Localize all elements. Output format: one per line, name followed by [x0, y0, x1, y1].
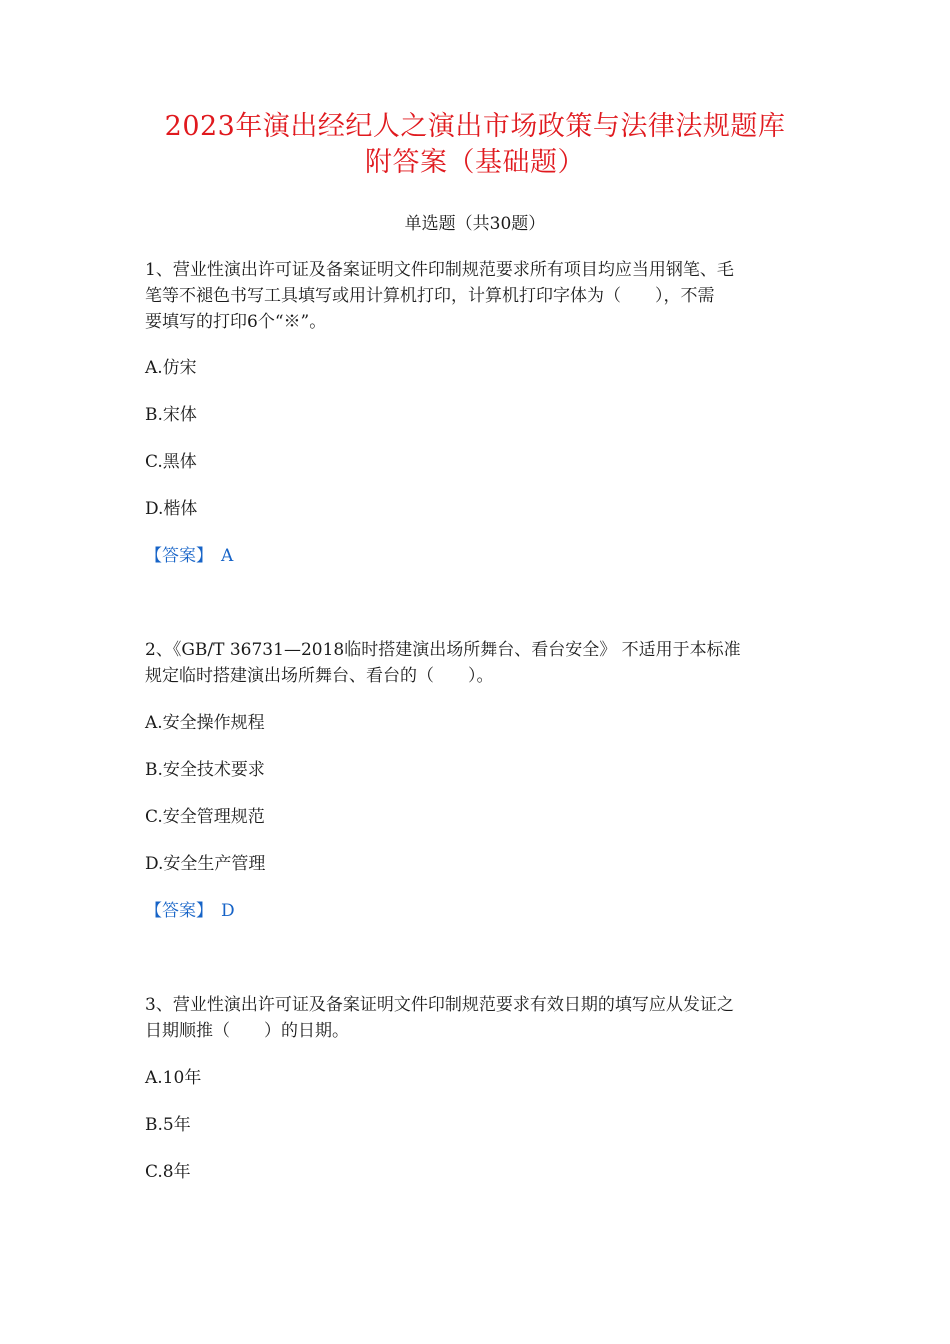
question-3-text-line-2: 日期顺推（ ）的日期。 — [145, 1021, 349, 1041]
question-1-option-c: C.黑体 — [145, 452, 197, 472]
section-heading: 单选题（共30题） — [404, 214, 546, 234]
document-title-line-1: 2023年演出经纪人之演出市场政策与法律法规题库 — [164, 111, 786, 142]
question-2-option-b: B.安全技术要求 — [145, 760, 265, 780]
question-1-answer — [145, 544, 233, 568]
question-2-option-c: C.安全管理规范 — [145, 807, 265, 827]
question-3-option-b: B.5年 — [145, 1115, 191, 1135]
question-1-text-line-1: 1、营业性演出许可证及备案证明文件印制规范要求所有项目均应当用钢笔、毛 — [145, 260, 734, 280]
question-2-option-a: A.安全操作规程 — [145, 713, 265, 733]
question-2-text-line-2: 规定临时搭建演出场所舞台、看台的（ ）。 — [145, 666, 494, 686]
question-1-text-line-2: 笔等不褪色书写工具填写或用计算机打印，计算机打印字体为（ ），不需 — [145, 286, 715, 306]
question-1-option-b: B.宋体 — [145, 405, 197, 425]
question-1-option-d: D.楷体 — [145, 499, 198, 519]
question-1-option-a: A.仿宋 — [145, 358, 197, 378]
question-2-option-d: D.安全生产管理 — [145, 854, 266, 874]
document-title-line-2: 附答案（基础题） — [365, 147, 585, 178]
question-1-text-line-3: 要填写的打印6个“※”。 — [145, 312, 327, 332]
answer-value: D — [221, 901, 235, 921]
answer-tag: 【答案】 — [145, 901, 213, 921]
question-2-answer — [145, 899, 235, 923]
question-3-option-c: C.8年 — [145, 1162, 191, 1182]
question-3-text-line-1: 3、营业性演出许可证及备案证明文件印制规范要求有效日期的填写应从发证之 — [145, 995, 734, 1015]
answer-value: A — [221, 546, 234, 566]
answer-tag: 【答案】 — [145, 546, 213, 566]
question-3-option-a: A.10年 — [145, 1068, 202, 1088]
question-2-text-line-1: 2、《GB/T 36731—2018临时搭建演出场所舞台、看台安全》 不适用于本标准 — [145, 640, 741, 660]
